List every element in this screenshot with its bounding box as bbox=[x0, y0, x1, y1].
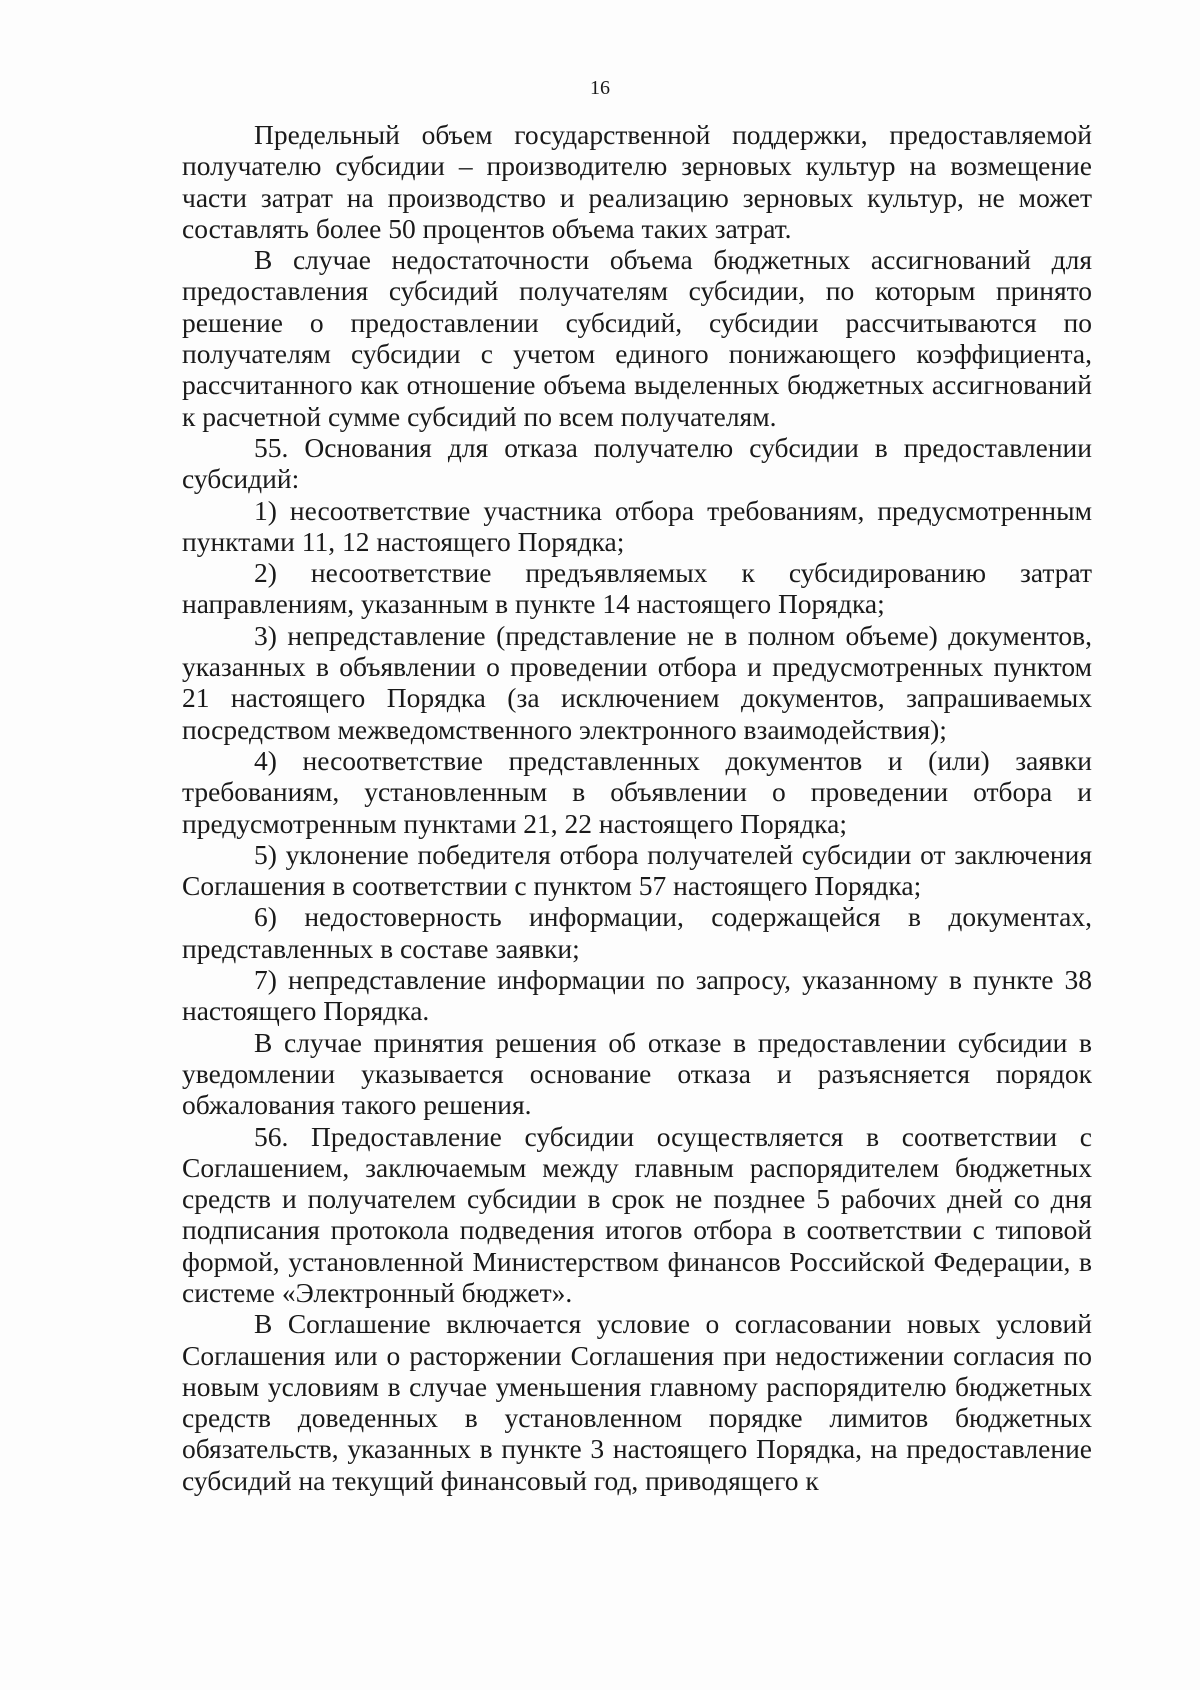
list-item-5: 5) уклонение победителя отбора получателей субсидии от заключения Соглашения в соответствии с пунктом 57 настоящего Порядка; bbox=[182, 838, 1092, 902]
paragraph-support-limit: Предельный объем государственной поддержки, предоставляемой получателю субсидии – производителю зерновых культур на возмещение части затрат на производство и реализацию зерновых культур, не может составлять более 50 процентов объема таких затрат. bbox=[182, 119, 1092, 244]
list-item-1: 1) несоответствие участника отбора требованиям, предусмотренным пунктами 11, 12 настоящего Порядка; bbox=[182, 494, 1092, 557]
page-number: 16 bbox=[590, 77, 610, 99]
document-body bbox=[182, 119, 1092, 1496]
list-item-4: 4) несоответствие представленных документов и (или) заявки требованиям, установленным в объявлении о проведении отбора и предусмотренным пунктами 21, 22 настоящего Порядка; bbox=[182, 744, 1092, 839]
paragraph-section-55: 55. Основания для отказа получателю субсидии в предоставлении субсидий: bbox=[182, 431, 1092, 495]
list-item-2: 2) несоответствие предъявляемых к субсидированию затрат направлениям, указанным в пункте 14 настоящего Порядка; bbox=[182, 557, 1092, 620]
paragraph-section-56: 56. Предоставление субсидии осуществляется в соответствии с Соглашением, заключаемым между главным распорядителем бюджетных средств и получателем субсидии в срок не позднее 5 рабочих дней со дня подписания протокола подведения итогов отбора в соответствии с типовой формой, установленной Министерством финансов Российской Федерации, в системе «Электронный бюджет». bbox=[182, 1120, 1092, 1308]
paragraph-refusal-notice: В случае принятия решения об отказе в предоставлении субсидии в уведомлении указывается основание отказа и разъясняется порядок обжалования такого решения. bbox=[182, 1026, 1092, 1121]
list-item-3: 3) непредставление (представление не в полном объеме) документов, указанных в объявлении о проведении отбора и предусмотренных пунктом 21 настоящего Порядка (за исключением документов, запрашиваемых посредством межведомственного электронного взаимодействия); bbox=[182, 619, 1092, 745]
list-item-6: 6) недостоверность информации, содержащейся в документах, представленных в составе заявки; bbox=[182, 901, 1092, 964]
list-item-7: 7) непредставление информации по запросу, указанному в пункте 38 настоящего Порядка. bbox=[182, 964, 1092, 1027]
paragraph-agreement-conditions: В Соглашение включается условие о согласовании новых условий Соглашения или о расторжении Соглашения при недостижении согласия по новым условиям в случае уменьшения главному распорядителю бюджетных средств доведенных в установленном порядке лимитов бюджетных обязательств, указанных в пункте 3 настоящего Порядка, на предоставление субсидий на текущий финансовый год, приводящего к bbox=[182, 1308, 1092, 1496]
paragraph-insufficient-budget: В случае недостаточности объема бюджетных ассигнований для предоставления субсидий получателям субсидии, по которым принято решение о предоставлении субсидий, субсидии рассчитываются по получателям субсидии с учетом единого понижающего коэффициента, рассчитанного как отношение объема выделенных бюджетных ассигнований к расчетной сумме субсидий по всем получателям. bbox=[182, 244, 1092, 432]
